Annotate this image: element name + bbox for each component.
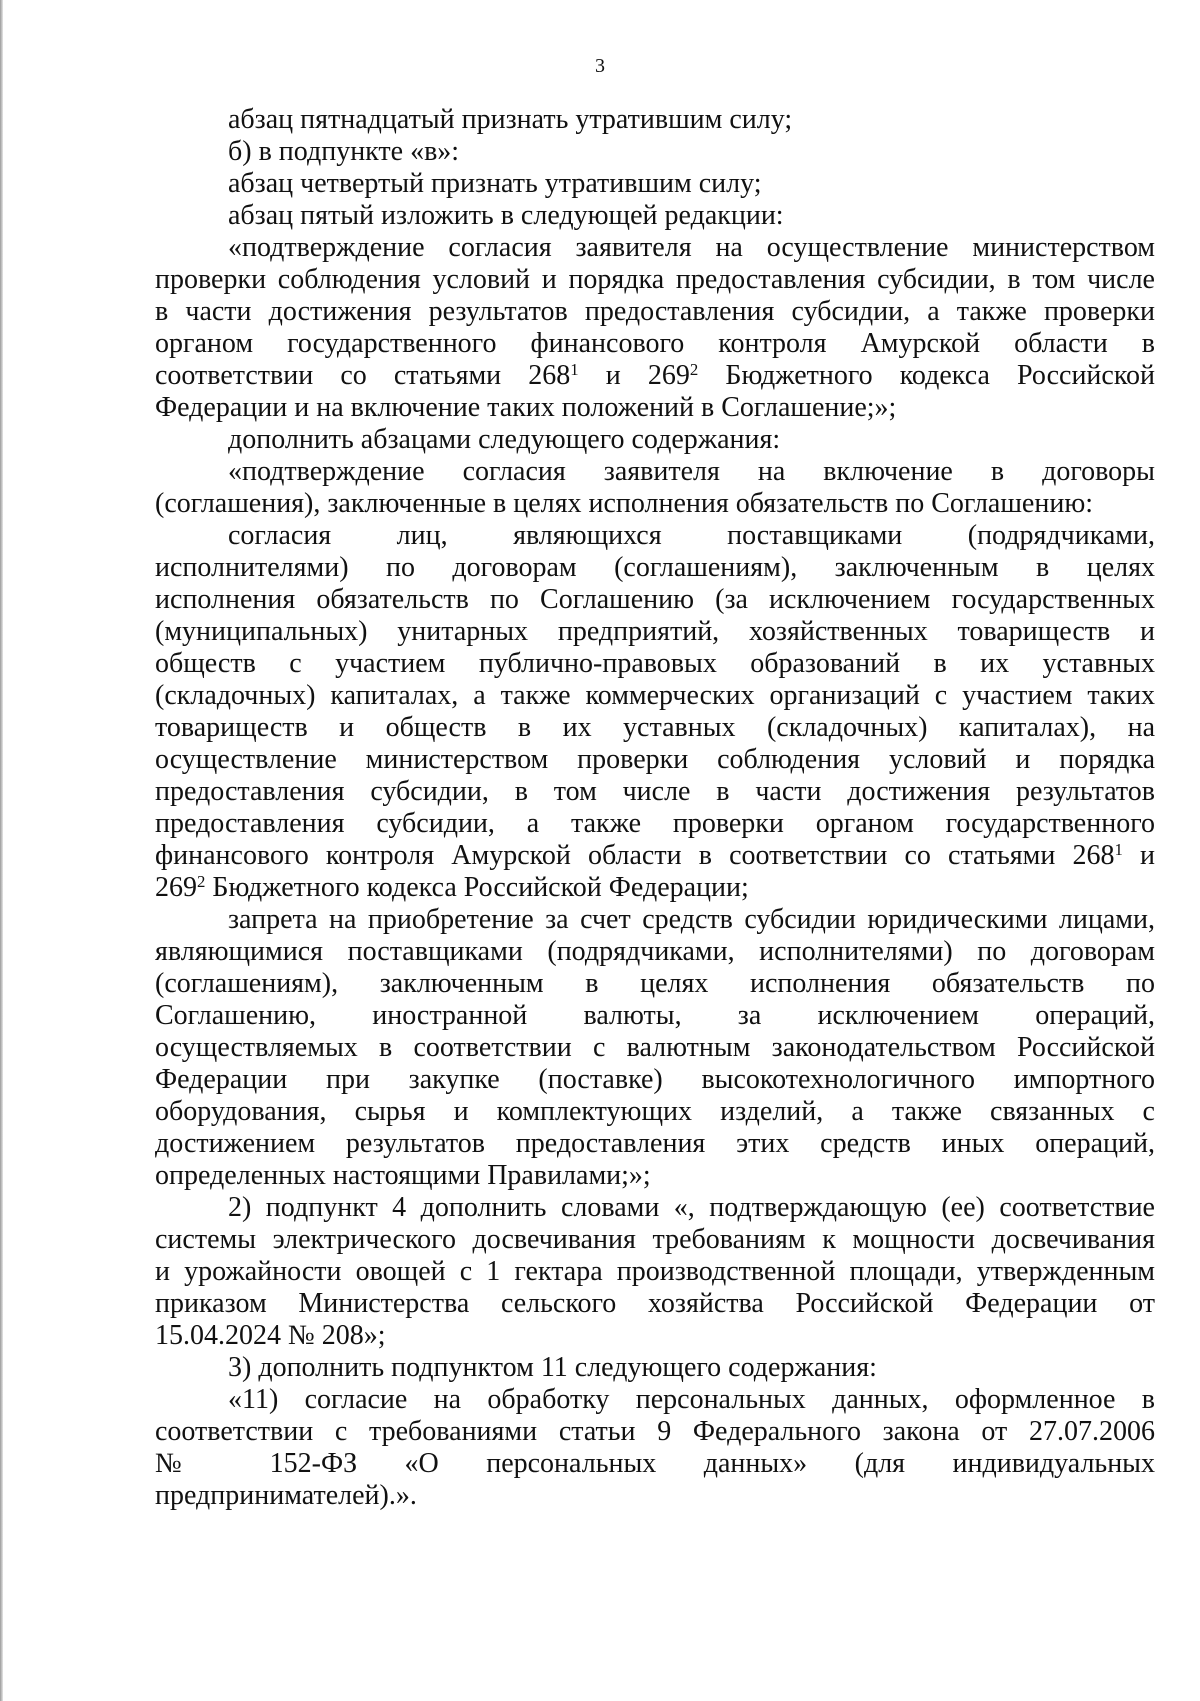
text-line: являющимися поставщиками (подрядчиками, исполнителями) по договорам — [155, 936, 1155, 967]
text-line: осуществление министерством проверки соблюдения условий и порядка — [155, 744, 1155, 775]
paragraph — [155, 232, 1155, 424]
text-line: исполнения обязательств по Соглашению (за исключением государственных — [155, 584, 1155, 615]
text-line: проверки соблюдения условий и порядка предоставления субсидии, в том числе — [155, 264, 1155, 295]
scan-edge — [0, 0, 3, 1701]
paragraph — [155, 168, 1155, 200]
text-line: «подтверждение согласия заявителя на осуществление министерством — [228, 232, 1155, 263]
text-line: соответствии с требованиями статьи 9 Федерального закона от 27.07.2006 — [155, 1416, 1155, 1447]
text-line: Федерации и на включение таких положений в Соглашение;»; — [155, 392, 897, 423]
paragraph — [155, 456, 1155, 520]
text-line: запрета на приобретение за счет средств субсидии юридическими лицами, — [228, 904, 1155, 935]
text-line: предоставления субсидии, а также проверки органом государственного — [155, 808, 1155, 839]
text-line: оборудования, сырья и комплектующих изделий, а также связанных с — [155, 1096, 1155, 1127]
text-line: абзац пятый изложить в следующей редакции: — [228, 200, 784, 231]
paragraph — [155, 1384, 1155, 1512]
text-line: 2) подпункт 4 дополнить словами «, подтверждающую (ее) соответствие — [228, 1192, 1155, 1223]
paragraph — [155, 104, 1155, 136]
text-line: «11) согласие на обработку персональных данных, оформленное в — [228, 1384, 1155, 1415]
text-line: $269^2$ Бюджетного кодекса Российской Федерации; — [155, 871, 749, 903]
text-line: обществ с участием публично-правовых образований в их уставных — [155, 648, 1155, 679]
text-line: абзац четвертый признать утратившим силу; — [228, 168, 762, 199]
text-line: осуществляемых в соответствии с валютным законодательством Российской — [155, 1032, 1155, 1063]
text-line: предоставления субсидии, в том числе в части достижения результатов — [155, 776, 1155, 807]
document-body — [155, 104, 1155, 1512]
text-line: исполнителями) по договорам (соглашениям), заключенным в целях — [155, 552, 1155, 583]
text-line: Федерации при закупке (поставке) высокотехнологичного импортного — [155, 1064, 1155, 1095]
text-line: товариществ и обществ в их уставных (складочных) капиталах), на — [155, 712, 1155, 743]
paragraph — [155, 136, 1155, 168]
text-line: системы электрического досвечивания требованиям к мощности досвечивания — [155, 1224, 1155, 1255]
paragraph — [155, 1192, 1155, 1352]
text-line: 15.04.2024 № 208»; — [155, 1320, 386, 1351]
text-line: достижением результатов предоставления этих средств иных операций, — [155, 1128, 1155, 1159]
text-line: приказом Министерства сельского хозяйства Российской Федерации от — [155, 1288, 1155, 1319]
superscript: 2 — [689, 359, 699, 379]
paragraph — [155, 424, 1155, 456]
text-line: согласия лиц, являющихся поставщиками (подрядчиками, — [228, 520, 1155, 551]
text-line: № 152-ФЗ «О персональных данных» (для индивидуальных — [155, 1448, 1155, 1479]
text-line: (складочных) капиталах, а также коммерческих организаций с участием таких — [155, 680, 1155, 711]
text-line: «подтверждение согласия заявителя на включение в договоры — [228, 456, 1155, 487]
page-number: 3 — [595, 55, 605, 77]
text-line: определенных настоящими Правилами;»; — [155, 1160, 651, 1191]
text-line: абзац пятнадцатый признать утратившим силу; — [228, 104, 793, 135]
paragraph — [155, 904, 1155, 1192]
paragraph — [155, 1352, 1155, 1384]
superscript: 1 — [1114, 839, 1123, 859]
paragraph — [155, 520, 1155, 904]
text-line: (муниципальных) унитарных предприятий, хозяйственных товариществ и — [155, 616, 1155, 647]
paragraph — [155, 200, 1155, 232]
text-line: и урожайности овощей с 1 гектара производственной площади, утвержденным — [155, 1256, 1155, 1287]
text-line: органом государственного финансового контроля Амурской области в — [155, 328, 1155, 359]
text-line: дополнить абзацами следующего содержания: — [228, 424, 781, 455]
text-line: 3) дополнить подпунктом 11 следующего содержания: — [228, 1352, 877, 1383]
text-line: б) в подпункте «в»: — [228, 136, 460, 167]
text-line: Соглашению, иностранной валюты, за исключением операций, — [155, 1000, 1155, 1031]
text-line: финансового контроля Амурской области в соответствии со статьями $268^1$ и — [155, 839, 1156, 871]
text-line: в части достижения результатов предоставления субсидии, а также проверки — [155, 296, 1155, 327]
text-line: (соглашения), заключенные в целях исполнения обязательств по Соглашению: — [155, 488, 1094, 519]
text-line: соответствии со статьями $268^1$ и $269^2$ Бюджетного кодекса Российской — [155, 359, 1156, 391]
superscript: 1 — [570, 359, 579, 379]
superscript: 2 — [197, 871, 206, 891]
text-line: (соглашениям), заключенным в целях исполнения обязательств по — [155, 968, 1155, 999]
text-line: предпринимателей).». — [155, 1480, 417, 1511]
